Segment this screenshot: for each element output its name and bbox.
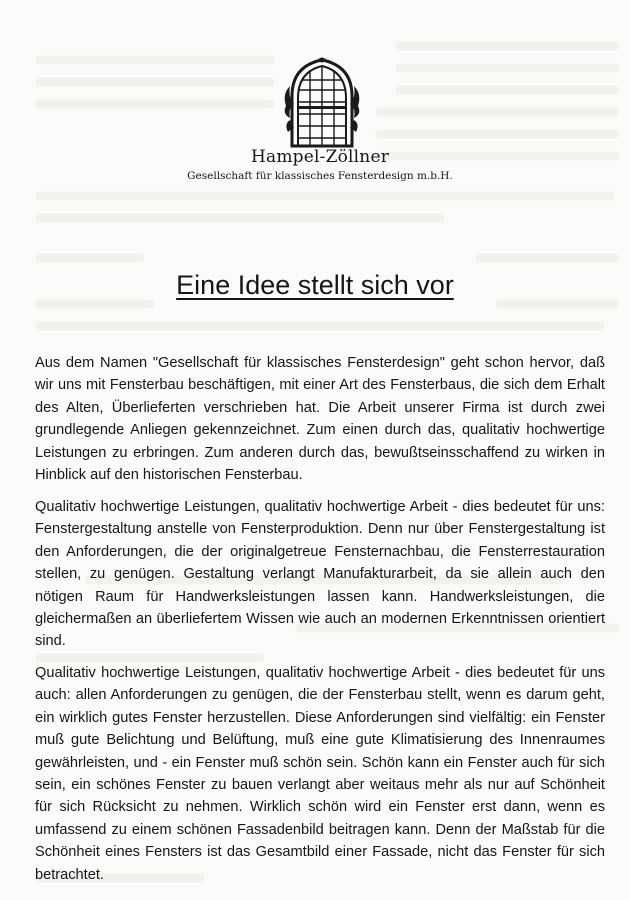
document-title: Eine Idee stellt sich vor bbox=[176, 270, 454, 300]
paragraph-1: Aus dem Namen "Gesellschaft für klassisches Fensterdesign" geht schon hervor, daß wir uns mit Fensterbau beschäftigen, mit einer Art des Fensterbaus, die sich dem Erhalt des Alten, Überlieferten verschrieben hat. Die Arbeit unserer Firma ist durch zwei grundlegende Anliegen gekennzeichnet. Zum einen durch das, qualitativ hochwertige Leistungen zu erbringen. Zum anderen durch das, bewußtseinsschaffend zu wirken in Hinblick auf den historischen Fensterbau. bbox=[35, 355, 605, 484]
window-logo bbox=[284, 56, 360, 148]
paragraph-3: Qualitativ hochwertige Leistungen, qualitativ hochwertige Arbeit - dies bedeutet für uns auch: allen Anforderungen zu genügen, die der Fensterbau stellt, wenn es darum geht, ein wirklich gutes Fenster herzustellen. Diese Anforderungen sind vielfältig: ein Fenster muß gute Belichtung und Belüftung, muß eine gute Klimatisierung des Innenraumes gewährleisten, und - ein Fenster muß schön sein. Schön kann ein Fenster auch für sich sein, ein schönes Fenster zu bauen verlangt aber weitaus mehr als nur auf Schönheit für sich Rücksicht zu nehmen. Wirklich schön wird ein Fenster erst dann, wenn es umfassend zu einem schönen Fassadenbild beitragen kann. Denn der Maßstab für die Schönheit eines Fensters ist das Gesamtbild einer Fassade, nicht das Fenster für sich betrachtet. bbox=[35, 665, 605, 883]
paragraph-2: Qualitativ hochwertige Leistungen, qualitativ hochwertige Arbeit - dies bedeutet für uns: Fenstergestaltung anstelle von Fensterproduktion. Denn nur über Fenstergestaltung ist den Anforderungen, die der originalgetreue Fensternachbau, die Fensterrestauration stellen, zu genügen. Gestaltung verlangt Manufakturarbeit, da sie allein auch den nötigen Raum für Handwerksleistungen lassen kann. Handwerksleistungen, die gleichermaßen an überliefertem Wissen wie auch an modernen Erkenntnissen orientiert sind. bbox=[35, 499, 605, 650]
company-name: Hampel-Zöllner bbox=[250, 147, 390, 167]
company-subtitle: Gesellschaft für klassisches Fensterdesign m.b.H. bbox=[187, 170, 453, 182]
